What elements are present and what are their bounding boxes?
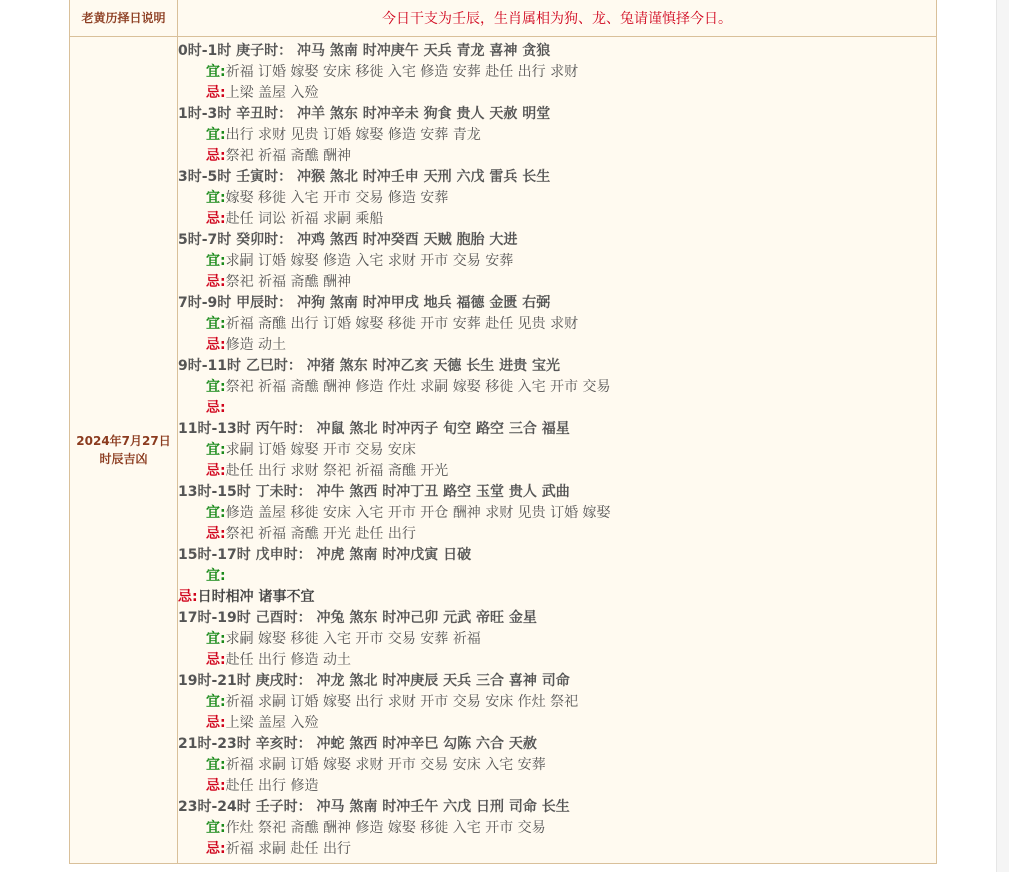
hour-period: [178, 671, 936, 734]
suitable-tag: 宜:: [206, 567, 226, 584]
hour-title: 15时-17时 戊申时： 冲虎 煞南 时冲戊寅 日破: [178, 546, 472, 563]
avoid-row: [178, 335, 936, 356]
suitable-tag: 宜:: [206, 693, 226, 710]
suitable-items: 祭祀 祈福 斋醮 酬神 修造 作灶 求嗣 嫁娶 移徙 入宅 开市 交易: [225, 378, 611, 395]
avoid-tag: 忌:: [206, 210, 226, 227]
avoid-row: [178, 146, 936, 167]
avoid-items: 赴任 出行 求财 祭祀 祈福 斋醮 开光: [225, 462, 449, 479]
suitable-items: 祈福 订婚 嫁娶 安床 移徙 入宅 修造 安葬 赴任 出行 求财: [225, 63, 579, 80]
avoid-tag: 忌:: [206, 462, 226, 479]
avoid-row: [178, 461, 936, 482]
header-label: 老黄历择日说明: [70, 0, 178, 37]
suitable-row: [178, 440, 936, 461]
hour-period: [178, 41, 936, 104]
suitable-items: 求嗣 订婚 嫁娶 开市 交易 安床: [225, 441, 416, 458]
avoid-items: 赴任 出行 修造 动土: [225, 651, 351, 668]
suitable-row: [178, 566, 936, 587]
date-cell: [70, 37, 178, 864]
avoid-tag: 忌:: [206, 147, 226, 164]
suitable-row: [178, 692, 936, 713]
avoid-tag: 忌:: [206, 714, 226, 731]
avoid-row: [178, 524, 936, 545]
suitable-items: 祈福 求嗣 订婚 嫁娶 出行 求财 开市 交易 安床 作灶 祭祀: [225, 693, 579, 710]
avoid-items: 上梁 盖屋 入殓: [225, 714, 319, 731]
avoid-row: [178, 209, 936, 230]
avoid-tag: 忌:: [206, 777, 226, 794]
hour-period: [178, 734, 936, 797]
suitable-row: [178, 62, 936, 83]
hour-period: [178, 230, 936, 293]
suitable-tag: 宜:: [206, 819, 226, 836]
avoid-row: [178, 713, 936, 734]
avoid-items: 修造 动土: [225, 336, 287, 353]
hour-period: [178, 104, 936, 167]
hour-period: [178, 482, 936, 545]
avoid-row: [178, 587, 936, 608]
avoid-row: [178, 398, 936, 419]
vertical-scrollbar[interactable]: [996, 0, 1009, 872]
avoid-tag: 忌:: [206, 651, 226, 668]
date-label: 2024年7月27日: [76, 434, 171, 448]
hour-title: 23时-24时 壬子时： 冲马 煞南 时冲壬午 六戊 日刑 司命 长生: [178, 798, 570, 815]
suitable-row: [178, 251, 936, 272]
avoid-tag: 忌:: [206, 336, 226, 353]
hour-title: 0时-1时 庚子时： 冲马 煞南 时冲庚午 天兵 青龙 喜神 贪狼: [178, 42, 551, 59]
suitable-items: 祈福 求嗣 订婚 嫁娶 求财 开市 交易 安床 入宅 安葬: [225, 756, 546, 773]
suitable-row: [178, 629, 936, 650]
avoid-row: [178, 272, 936, 293]
suitable-row: [178, 377, 936, 398]
header-notice: 今日干支为壬辰，生肖属相为狗、龙、兔请谨慎择今日。: [178, 0, 937, 37]
avoid-row: [178, 776, 936, 797]
avoid-tag: 忌:: [206, 525, 226, 542]
suitable-row: [178, 125, 936, 146]
hour-title: 7时-9时 甲辰时： 冲狗 煞南 时冲甲戌 地兵 福德 金匮 右弼: [178, 294, 551, 311]
header-row: [70, 0, 937, 37]
avoid-items: 祭祀 祈福 斋醮 酬神: [225, 273, 351, 290]
hour-period: [178, 545, 936, 608]
hour-title: 5时-7时 癸卯时： 冲鸡 煞西 时冲癸酉 天贼 胞胎 大进: [178, 231, 518, 248]
hour-title: 21时-23时 辛亥时： 冲蛇 煞西 时冲辛巳 勾陈 六合 天赦: [178, 735, 537, 752]
avoid-items: 赴任 词讼 祈福 求嗣 乘船: [225, 210, 384, 227]
suitable-tag: 宜:: [206, 378, 226, 395]
avoid-tag: 忌:: [206, 84, 226, 101]
hour-period: [178, 293, 936, 356]
hour-title: 3时-5时 壬寅时： 冲猴 煞北 时冲壬申 天刑 六戊 雷兵 长生: [178, 168, 551, 185]
suitable-tag: 宜:: [206, 63, 226, 80]
hour-period: [178, 608, 936, 671]
hour-title: 11时-13时 丙午时： 冲鼠 煞北 时冲丙子 旬空 路空 三合 福星: [178, 420, 570, 437]
hour-period: [178, 419, 936, 482]
avoid-items: 祭祀 祈福 斋醮 酬神: [225, 147, 351, 164]
suitable-tag: 宜:: [206, 315, 226, 332]
hour-period: [178, 356, 936, 419]
avoid-items: 祈福 求嗣 赴任 出行: [225, 840, 351, 857]
suitable-items: 出行 求财 见贵 订婚 嫁娶 修造 安葬 青龙: [225, 126, 481, 143]
suitable-row: [178, 314, 936, 335]
suitable-tag: 宜:: [206, 504, 226, 521]
suitable-items: 作灶 祭祀 斋醮 酬神 修造 嫁娶 移徙 入宅 开市 交易: [225, 819, 546, 836]
suitable-tag: 宜:: [206, 126, 226, 143]
avoid-items: 上梁 盖屋 入殓: [225, 84, 319, 101]
avoid-tag: 忌:: [206, 840, 226, 857]
hour-period: [178, 797, 936, 860]
avoid-tag: 忌:: [178, 588, 198, 605]
hour-title: 13时-15时 丁未时： 冲牛 煞西 时冲丁丑 路空 玉堂 贵人 武曲: [178, 483, 570, 500]
hour-title: 17时-19时 己酉时： 冲兔 煞东 时冲己卯 元武 帝旺 金星: [178, 609, 537, 626]
suitable-items: 嫁娶 移徙 入宅 开市 交易 修造 安葬: [225, 189, 449, 206]
avoid-tag: 忌:: [206, 273, 226, 290]
avoid-row: [178, 650, 936, 671]
suitable-row: [178, 755, 936, 776]
suitable-items: 修造 盖屋 移徙 安床 入宅 开市 开仓 酬神 求财 见贵 订婚 嫁娶: [225, 504, 611, 521]
avoid-items: 祭祀 祈福 斋醮 开光 赴任 出行: [225, 525, 416, 542]
suitable-tag: 宜:: [206, 756, 226, 773]
suitable-items: 祈福 斋醮 出行 订婚 嫁娶 移徙 开市 安葬 赴任 见贵 求财: [225, 315, 579, 332]
suitable-row: [178, 818, 936, 839]
periods-container: [178, 41, 936, 860]
avoid-tag: 忌:: [206, 399, 226, 416]
avoid-row: [178, 839, 936, 860]
hour-title: 19时-21时 庚戌时： 冲龙 煞北 时冲庚辰 天兵 三合 喜神 司命: [178, 672, 570, 689]
suitable-items: 求嗣 嫁娶 移徙 入宅 开市 交易 安葬 祈福: [225, 630, 481, 647]
hour-period: [178, 167, 936, 230]
suitable-tag: 宜:: [206, 630, 226, 647]
suitable-row: [178, 188, 936, 209]
hour-title: 1时-3时 辛丑时： 冲羊 煞东 时冲辛未 狗食 贵人 天赦 明堂: [178, 105, 551, 122]
avoid-row: [178, 83, 936, 104]
suitable-tag: 宜:: [206, 441, 226, 458]
suitable-items: 求嗣 订婚 嫁娶 修造 入宅 求财 开市 交易 安葬: [225, 252, 514, 269]
date-subtitle: 时辰吉凶: [99, 452, 148, 466]
content-row: [70, 37, 937, 864]
hours-list: [178, 37, 937, 864]
avoid-items: 赴任 出行 修造: [225, 777, 319, 794]
suitable-tag: 宜:: [206, 252, 226, 269]
hour-title: 9时-11时 乙巳时： 冲猪 煞东 时冲乙亥 天德 长生 进贵 宝光: [178, 357, 561, 374]
suitable-tag: 宜:: [206, 189, 226, 206]
avoid-items: 日时相冲 诸事不宜: [197, 588, 315, 605]
suitable-row: [178, 503, 936, 524]
almanac-table: [69, 0, 937, 864]
